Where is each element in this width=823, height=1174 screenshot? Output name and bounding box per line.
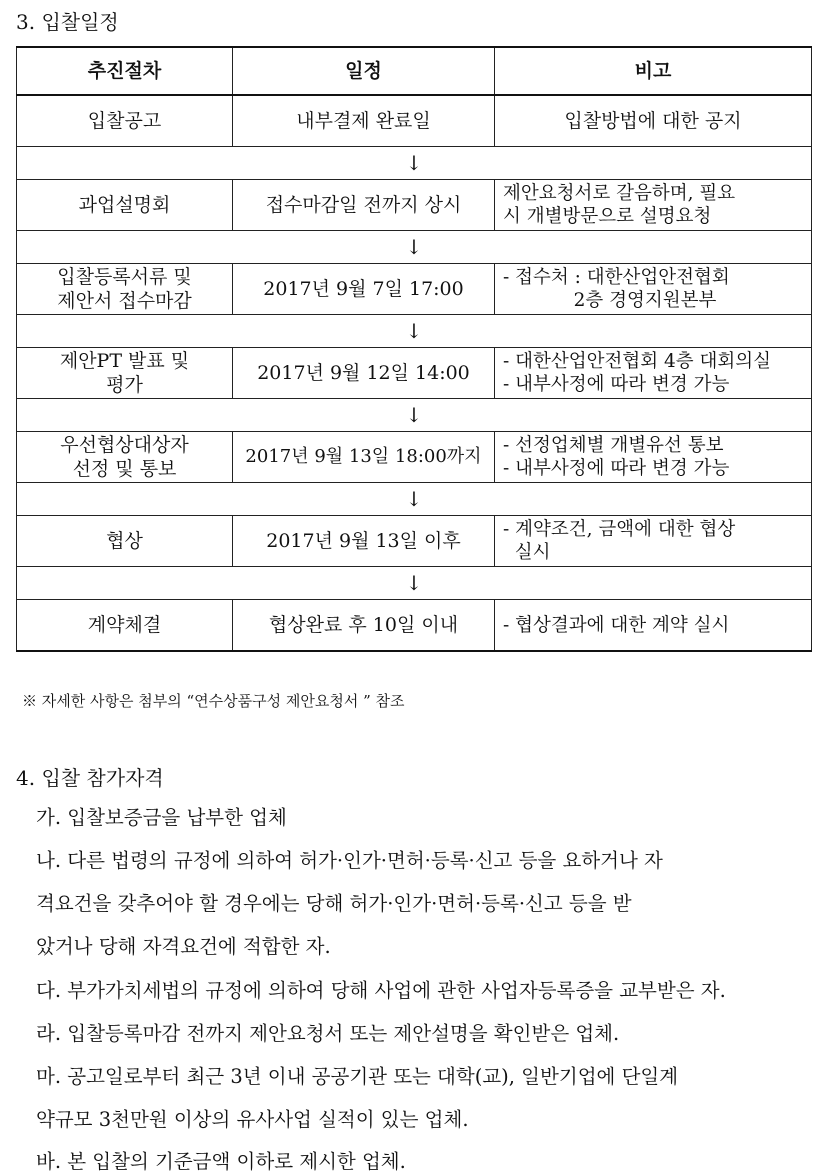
arrow-row bbox=[17, 399, 812, 432]
note-cell: 제안요청서로 갈음하며, 필요 시 개별방문으로 설명요청 bbox=[495, 180, 812, 231]
table-row-bid-notice bbox=[17, 95, 812, 147]
table-row-priority-negotiator bbox=[17, 432, 812, 483]
step-cell: 계약체결 bbox=[17, 600, 233, 652]
note-cell: - 선정업체별 개별유선 통보 - 내부사정에 따라 변경 가능 bbox=[495, 432, 812, 483]
qualification-line: 마. 공고일로부터 최근 3년 이내 공공기관 또는 대학(교), 일반기업에 단일계 bbox=[36, 1065, 679, 1088]
date-cell: 2017년 9월 13일 이후 bbox=[233, 516, 495, 567]
header-schedule: 일정 bbox=[233, 47, 495, 95]
table-row-presentation bbox=[17, 348, 812, 399]
qualification-line: 라. 입찰등록마감 전까지 제안요청서 또는 제안설명을 확인받은 업체. bbox=[36, 1022, 620, 1045]
down-arrow-icon: ↓ bbox=[17, 399, 812, 432]
section-3-title: 3. 입찰일정 bbox=[16, 10, 119, 34]
date-cell: 내부결제 완료일 bbox=[233, 95, 495, 147]
step-cell: 입찰공고 bbox=[17, 95, 233, 147]
arrow-row bbox=[17, 567, 812, 600]
date-cell: 2017년 9월 13일 18:00까지 bbox=[233, 432, 495, 483]
down-arrow-icon: ↓ bbox=[17, 231, 812, 264]
arrow-row bbox=[17, 483, 812, 516]
date-cell: 협상완료 후 10일 이내 bbox=[233, 600, 495, 652]
qualification-line: 바. 본 입찰의 기준금액 이하로 제시한 업체. bbox=[36, 1150, 406, 1173]
down-arrow-icon: ↓ bbox=[17, 483, 812, 516]
qualification-line: 다. 부가가치세법의 규정에 의하여 당해 사업에 관한 사업자등록증을 교부받은 자. bbox=[36, 979, 726, 1002]
qualification-line: 약규모 3천만원 이상의 유사사업 실적이 있는 업체. bbox=[36, 1108, 469, 1131]
qualification-line: 았거나 당해 자격요건에 적합한 자. bbox=[36, 935, 331, 958]
note-cell: - 계약조건, 금액에 대한 협상 실시 bbox=[495, 516, 812, 567]
step-cell: 우선협상대상자 선정 및 통보 bbox=[17, 432, 233, 483]
step-cell: 과업설명회 bbox=[17, 180, 233, 231]
header-remarks: 비고 bbox=[495, 47, 812, 95]
qualification-line: 격요건을 갖추어야 할 경우에는 당해 허가·인가·면허·등록·신고 등을 받 bbox=[36, 892, 632, 915]
table-row-negotiation bbox=[17, 516, 812, 567]
down-arrow-icon: ↓ bbox=[17, 147, 812, 180]
bid-schedule-table bbox=[16, 46, 812, 652]
table-row-contract bbox=[17, 600, 812, 652]
arrow-row bbox=[17, 315, 812, 348]
down-arrow-icon: ↓ bbox=[17, 567, 812, 600]
step-cell: 제안PT 발표 및 평가 bbox=[17, 348, 233, 399]
date-cell: 접수마감일 전까지 상시 bbox=[233, 180, 495, 231]
qualification-line: 가. 입찰보증금을 납부한 업체 bbox=[36, 806, 287, 829]
header-procedure: 추진절차 bbox=[17, 47, 233, 95]
arrow-row bbox=[17, 231, 812, 264]
note-cell: - 대한산업안전협회 4층 대회의실 - 내부사정에 따라 변경 가능 bbox=[495, 348, 812, 399]
note-cell: - 접수처 : 대한산업안전협회 2층 경영지원본부 bbox=[495, 264, 812, 315]
qualification-line: 나. 다른 법령의 규정에 의하여 허가·인가·면허·등록·신고 등을 요하거나 자 bbox=[36, 849, 663, 872]
note-cell: 입찰방법에 대한 공지 bbox=[495, 95, 812, 147]
table-footnote: ※ 자세한 사항은 첨부의 “연수상품구성 제안요청서 ” 참조 bbox=[22, 692, 405, 710]
section-4-title: 4. 입찰 참가자격 bbox=[16, 766, 164, 790]
date-cell: 2017년 9월 7일 17:00 bbox=[233, 264, 495, 315]
date-cell: 2017년 9월 12일 14:00 bbox=[233, 348, 495, 399]
down-arrow-icon: ↓ bbox=[17, 315, 812, 348]
note-cell: - 협상결과에 대한 계약 실시 bbox=[495, 600, 812, 652]
arrow-row bbox=[17, 147, 812, 180]
step-cell: 협상 bbox=[17, 516, 233, 567]
table-row-briefing bbox=[17, 180, 812, 231]
step-cell: 입찰등록서류 및 제안서 접수마감 bbox=[17, 264, 233, 315]
table-header-row bbox=[17, 47, 812, 95]
table-row-submission-deadline bbox=[17, 264, 812, 315]
